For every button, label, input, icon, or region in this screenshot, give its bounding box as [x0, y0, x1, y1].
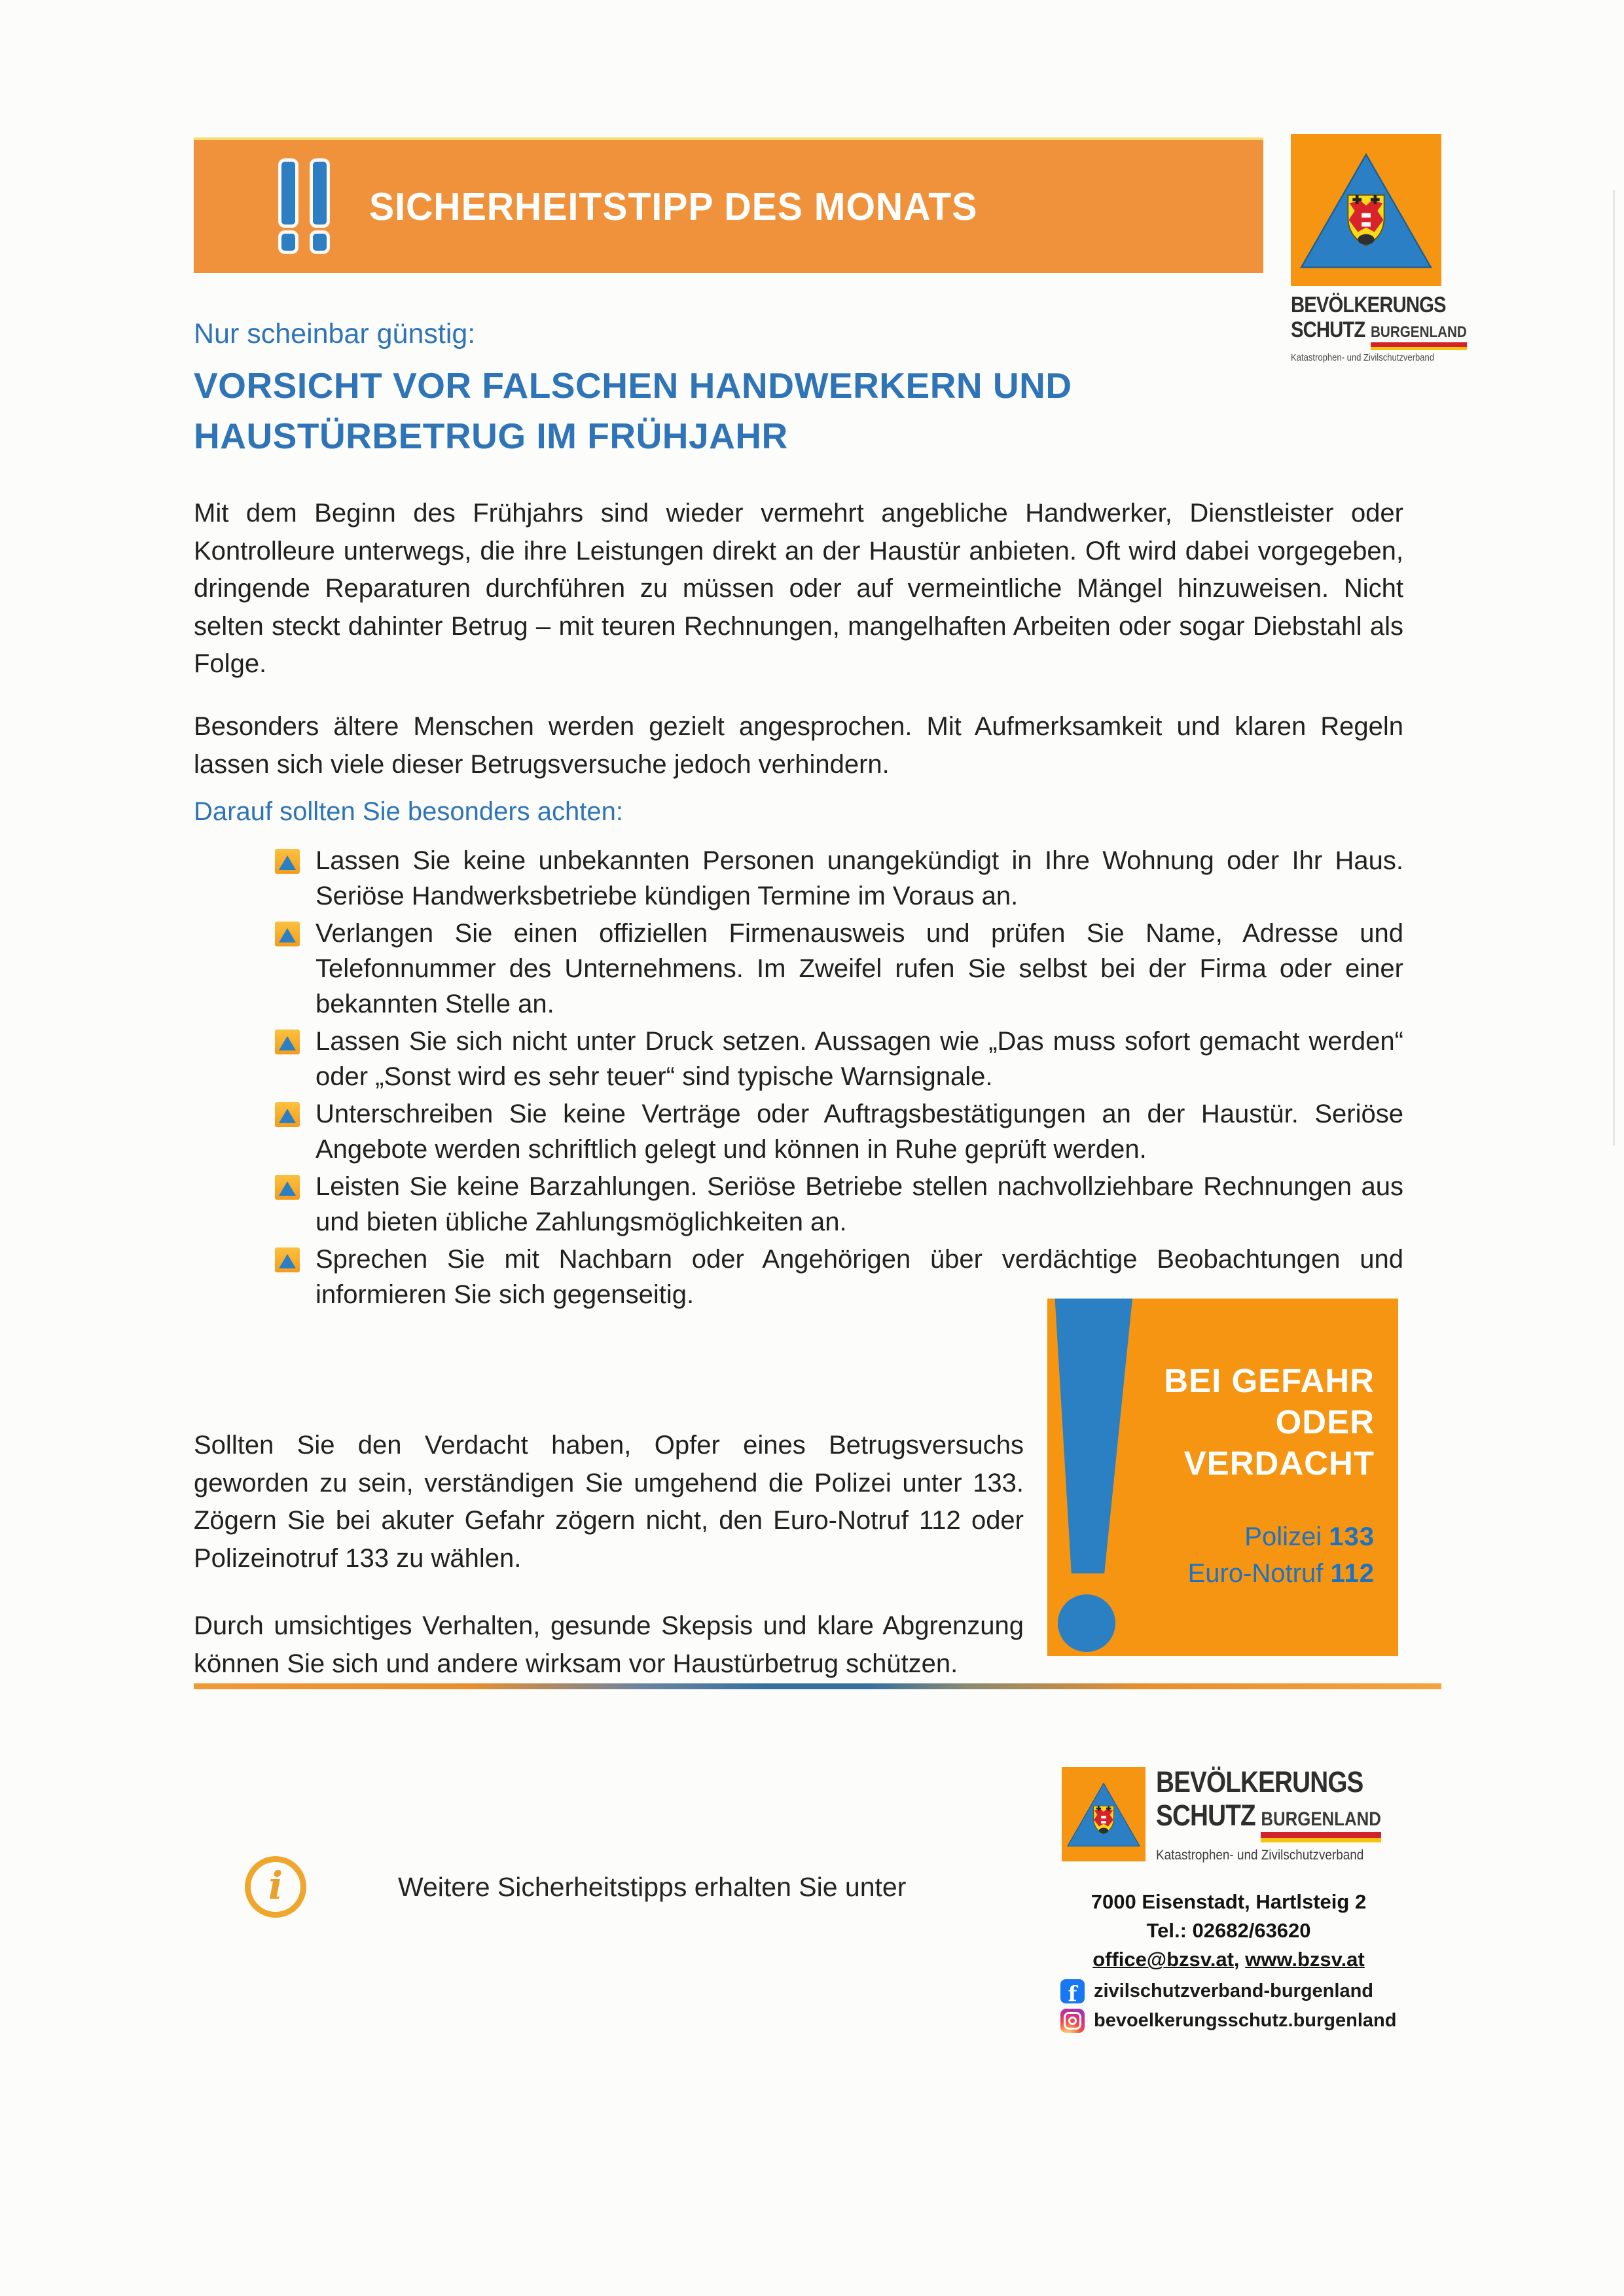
instagram-icon [1060, 2009, 1085, 2033]
triangle-bullet-icon [275, 1030, 300, 1054]
email-link[interactable]: office@bzsv.at [1092, 1948, 1234, 1971]
civil-protection-emblem-icon [1062, 1767, 1146, 1861]
footer-info-text: Weitere Sicherheitstipps erhalten Sie unter [398, 1872, 907, 1902]
intro-paragraph-2: Besonders ältere Menschen werden gezielt angesprochen. Mit Aufmerksamkeit und klaren Regeln lassen sich viele dieser Betrugsversuche jedoch verhindern. [194, 712, 1403, 779]
list-item: Sprechen Sie mit Nachbarn oder Angehörigen über verdächtige Beobachtungen und informieren Sie sich gegenseitig. [275, 1242, 1403, 1312]
divider [194, 1683, 1441, 1689]
banner [194, 137, 1263, 273]
brand-line2: SCHUTZ BURGENLAND [1156, 1801, 1381, 1842]
region-underline-yellow [1371, 347, 1467, 350]
closing-paragraph-1: Sollten Sie den Verdacht haben, Opfer eines Betrugsversuchs geworden zu sein, verständigen Sie umgehend die Polizei unter 133. Zögern Sie bei akuter Gefahr zögern nicht, den Euro-Notruf 112 oder Polizeinotruf 133 zu wählen. [194, 1431, 1024, 1573]
region-underline-red [1371, 342, 1467, 347]
exclamation-icon [313, 162, 327, 252]
list-item: Leisten Sie keine Barzahlungen. Seriöse Betriebe stellen nachvollziehbare Rechnungen aus und bieten übliche Zahlungsmöglichkeiten an. [275, 1169, 1403, 1240]
region-underline-yellow [1261, 1838, 1380, 1842]
triangle-bullet-icon [275, 849, 300, 874]
triangle-bullet-icon [275, 1247, 300, 1272]
facebook-row[interactable] [1060, 1979, 1402, 2003]
intro-paragraph-1: Mit dem Beginn des Frühjahrs sind wieder vermehrt angebliche Handwerker, Dienstleister oder Kontrolleure unterwegs, die ihre Leistungen direkt an der Haustür anbieten. Oft wird dabei vorgegeben, dringende Reparaturen durchführen zu müssen oder auf vermeintliche Mängel hinzuweisen. Nicht selten steckt dahinter Betrug – mit teuren Rechnungen, mangelhaften Arbeiten oder sogar Diebstahl als Folge. [194, 499, 1403, 678]
phone-number: Tel.: 02682/63620 [1146, 1919, 1311, 1942]
address: 7000 Eisenstadt, Hartlsteig 2 [1091, 1890, 1367, 1913]
brand-logo-header [1291, 134, 1467, 363]
brand-wordmark [1291, 293, 1467, 363]
separator: , [1233, 1948, 1246, 1971]
facebook-icon [1060, 1979, 1085, 2003]
scan-artifact [1613, 190, 1615, 1145]
list-heading: Darauf sollten Sie besonders achten: [194, 797, 623, 826]
brand-line2: SCHUTZ BURGENLAND [1291, 319, 1422, 350]
list-item: Lassen Sie keine unbekannten Personen unangekündigt in Ihre Wohnung oder Ihr Haus. Seriöse Handwerksbetriebe kündigen Termine im Voraus an. [275, 843, 1403, 914]
list-item: Verlangen Sie einen offiziellen Firmenausweis und prüfen Sie Name, Adresse und Telefonnummer des Unternehmens. Im Zweifel rufen Sie selbst bei der Firma oder einer bekannten Stelle an. [275, 916, 1403, 1022]
region-underline-red [1261, 1832, 1380, 1838]
brand-region: BURGENLAND [1261, 1801, 1380, 1842]
civil-protection-emblem-icon [1291, 134, 1441, 286]
page-title [194, 361, 1072, 461]
page-title-line1: VORSICHT VOR FALSCHEN HANDWERKERN UND [194, 365, 1072, 406]
exclamation-icon [281, 162, 296, 252]
brand-wordmark [1156, 1767, 1418, 1862]
safety-tips-list [275, 843, 1403, 1312]
emergency-numbers [1188, 1518, 1375, 1592]
emergency-callout-box [1047, 1299, 1398, 1656]
email-website-row [1055, 1945, 1402, 1974]
banner-title: SICHERHEITSTIPP DES MONATS [369, 185, 978, 228]
contact-block [1055, 1888, 1402, 2033]
info-icon [245, 1856, 306, 1918]
kicker: Nur scheinbar günstig: [194, 318, 476, 350]
brand-region: BURGENLAND [1371, 319, 1467, 350]
brand-logo-footer [1062, 1767, 1418, 1862]
emergency-title: BEI GEFAHR ODER VERDACHT [1164, 1362, 1375, 1482]
brand-tagline: Katastrophen- und Zivilschutzverband [1156, 1848, 1364, 1863]
brand-tagline: Katastrophen- und Zivilschutzverband [1291, 353, 1435, 363]
facebook-handle: zivilschutzverband-burgenland [1094, 1981, 1373, 2001]
brand-line1: BEVÖLKERUNGS [1156, 1765, 1363, 1799]
triangle-bullet-icon [275, 922, 300, 946]
list-item: Unterschreiben Sie keine Verträge oder Auftragsbestätigungen an der Haustür. Seriöse Angebote werden schriftlich gelegt und können in Ruhe geprüft werden. [275, 1096, 1403, 1167]
double-exclamation-icon [281, 162, 327, 252]
page-title-line2: HAUSTÜRBETRUG IM FRÜHJAHR [194, 416, 788, 456]
social-links [1055, 1979, 1402, 2033]
triangle-bullet-icon [275, 1102, 300, 1127]
closing-paragraph-2: Durch umsichtiges Verhalten, gesunde Skepsis und klare Abgrenzung können Sie sich und andere wirksam vor Haustürbetrug schützen. [194, 1611, 1024, 1678]
website-link[interactable]: www.bzsv.at [1245, 1948, 1365, 1971]
instagram-handle: bevoelkerungsschutz.burgenland [1094, 2010, 1397, 2031]
triangle-bullet-icon [275, 1175, 300, 1200]
police-number: Polizei 133 [1244, 1522, 1375, 1551]
euro-emergency-number: Euro-Notruf 112 [1187, 1559, 1375, 1588]
list-item: Lassen Sie sich nicht unter Druck setzen. Aussagen wie „Das muss sofort gemacht werden“ oder „Sonst wird es sehr teuer“ sind typische Warnsignale. [275, 1024, 1403, 1094]
instagram-row[interactable] [1060, 2009, 1402, 2033]
brand-line1: BEVÖLKERUNGS [1291, 293, 1446, 317]
